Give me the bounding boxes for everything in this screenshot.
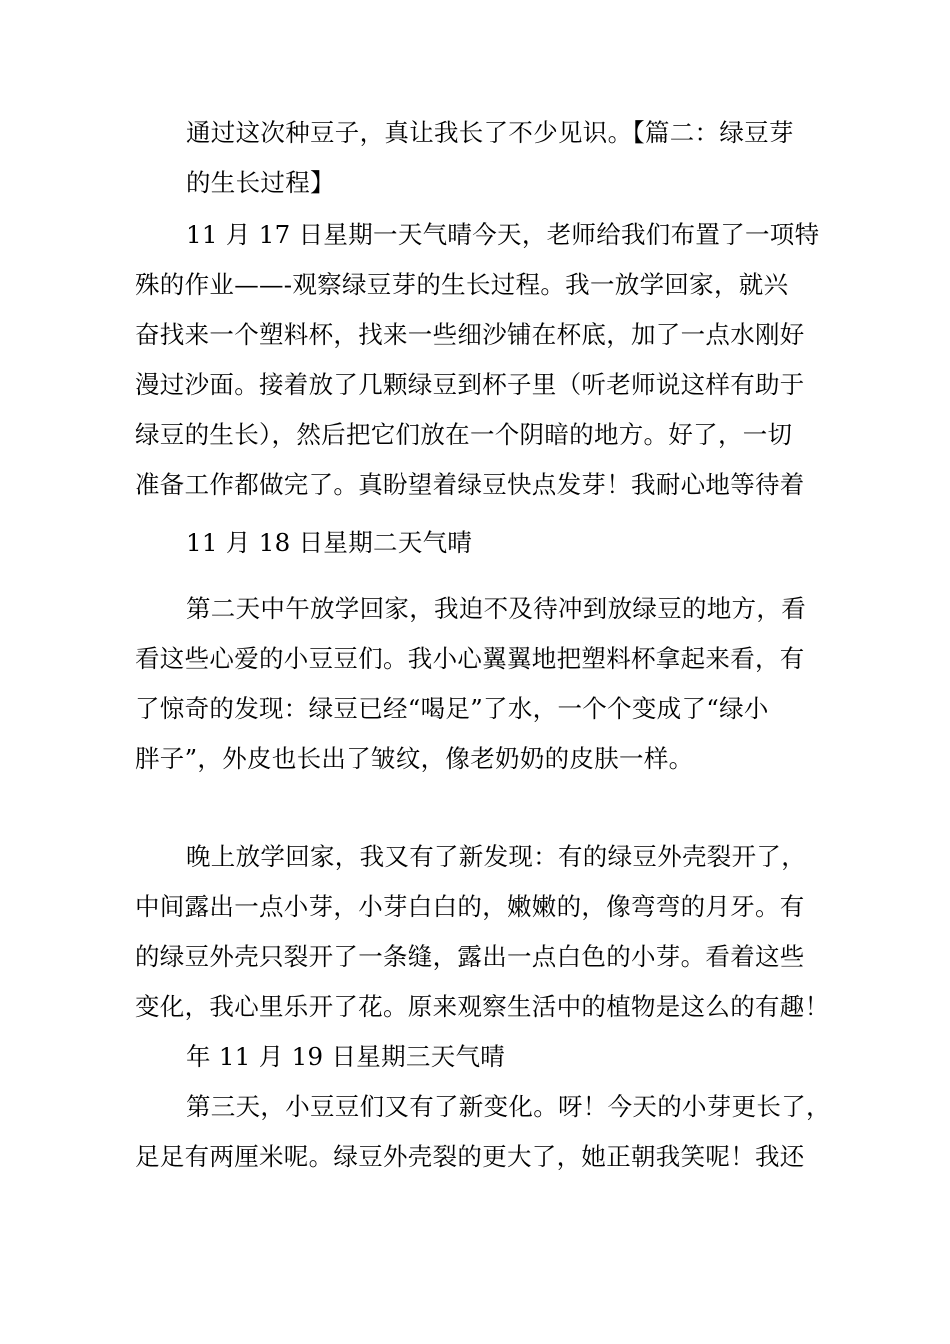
text-line: 胖子”，外皮也长出了皱纹，像老奶奶的皮肤一样。 — [135, 744, 694, 773]
text-line: 奋找来一个塑料杯，找来一些细沙铺在杯底，加了一点水刚好 — [135, 320, 805, 349]
text-line: 漫过沙面。接着放了几颗绿豆到杯子里（听老师说这样有助于 — [135, 370, 805, 399]
text-line: 看这些心爱的小豆豆们。我小心翼翼地把塑料杯拿起来看，有 — [135, 644, 805, 673]
text-line: 变化，我心里乐开了花。原来观察生活中的植物是这么的有趣！ — [135, 992, 830, 1021]
text-line: 殊的作业——-观察绿豆芽的生长过程。我一放学回家，就兴 — [135, 270, 789, 299]
text-line: 第二天中午放学回家，我迫不及待冲到放绿豆的地方，看 — [186, 594, 806, 623]
text-line: 足足有两厘米呢。绿豆外壳裂的更大了，她正朝我笑呢！我还 — [135, 1142, 805, 1171]
text-line: 通过这次种豆子，真让我长了不少见识。【篇二：绿豆芽 — [186, 118, 794, 147]
text-line: 绿豆的生长），然后把它们放在一个阴暗的地方。好了，一切 — [135, 420, 793, 449]
text-line: 的绿豆外壳只裂开了一条缝，露出一点白色的小芽。看着这些 — [135, 942, 805, 971]
text-line: 11 月 18 日星期二天气晴 — [186, 528, 473, 557]
text-line: 准备工作都做完了。真盼望着绿豆快点发芽！我耐心地等待着 — [135, 470, 805, 499]
text-line: 中间露出一点小芽，小芽白白的，嫩嫩的，像弯弯的月牙。有 — [135, 892, 805, 921]
text-line: 的生长过程】 — [186, 168, 335, 197]
text-line: 年 11 月 19 日星期三天气晴 — [186, 1042, 506, 1071]
text-line: 晚上放学回家，我又有了新发现：有的绿豆外壳裂开了， — [186, 842, 806, 871]
text-line: 第三天，小豆豆们又有了新变化。呀！今天的小芽更长了， — [186, 1092, 831, 1121]
text-line: 11 月 17 日星期一天气晴今天，老师给我们布置了一项特 — [186, 220, 820, 249]
text-line: 了惊奇的发现：绿豆已经“喝足”了水，一个个变成了“绿小 — [135, 694, 769, 723]
